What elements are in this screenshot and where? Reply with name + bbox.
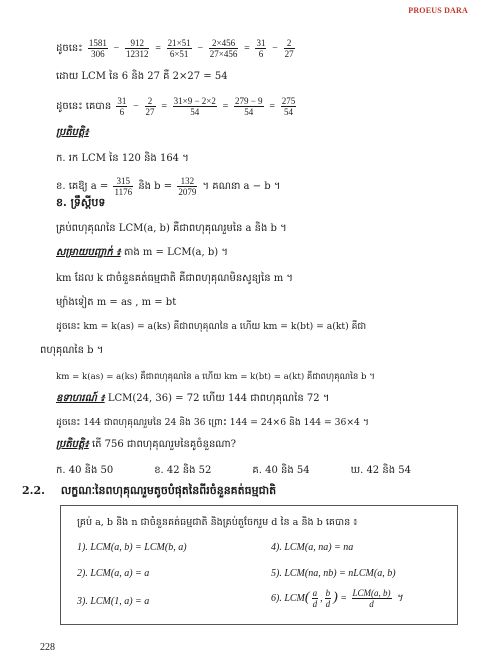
option-b: ខ. 42 និង 52 (154, 465, 212, 476)
denominator: 54 (244, 107, 254, 117)
proof-line-5: km = k(as) = a(ks) គឺជាពហុគុណនៃ a ហើយ km = k(bt) = a(kt) គឺជាពហុគុណនៃ b ។ (56, 372, 375, 382)
property-5: 5). LCM(na, nb) = nLCM(a, b) (271, 568, 396, 579)
denominator: 6 (119, 107, 125, 117)
denominator: 6 (258, 49, 264, 59)
option-c: គ. 40 និង 54 (252, 465, 310, 476)
section-2-2-title (22, 484, 460, 498)
numerator: 275 (281, 96, 296, 106)
operator: = (243, 43, 251, 54)
text-line-2: ដោយ LCM នៃ 6 និង 27 គឺ 2×27 = 54 (56, 71, 228, 82)
denominator: 27×456 (209, 49, 238, 59)
exercise-2-question (56, 438, 460, 452)
operator: − (196, 43, 204, 54)
proof-title: សម្រាយបញ្ជាក់ ៖ (56, 247, 121, 258)
fraction (352, 588, 392, 609)
numerator: b (325, 588, 331, 598)
fraction (116, 96, 127, 117)
example-title: ឧទាហរណ៍ ៖ (56, 393, 105, 404)
property-1: 1). LCM(a, b) = LCM(b, a) (77, 542, 187, 553)
fraction (173, 96, 217, 117)
denominator: d (369, 599, 374, 609)
property-4: 4). LCM(a, na) = na (271, 542, 354, 553)
denominator: d (325, 599, 331, 609)
denominator: 27 (284, 49, 294, 59)
fraction (167, 38, 192, 59)
example-line-2: ដូចនេះ 144 ជាពហុគុណរួមនៃ 24 និង 36 ព្រោះ 144 = 24×6 និង 144 = 36×4 ។ (56, 417, 369, 428)
property-3: 3). LCM(1, a) = a (77, 596, 150, 607)
section-number: 2.2. (22, 484, 45, 497)
numerator: LCM(a, b) (352, 588, 391, 598)
properties-box (60, 505, 458, 625)
operator: − (132, 101, 140, 112)
fraction (88, 38, 108, 59)
fraction (325, 588, 332, 609)
exercise-1b (56, 176, 460, 197)
example-line (56, 392, 460, 406)
operator: = (268, 101, 276, 112)
denominator: 1176 (114, 187, 133, 197)
numerator: a (312, 588, 318, 598)
numerator: 315 (113, 176, 133, 187)
numerator: 31 (256, 38, 266, 48)
numerator: 279 − 9 (234, 96, 263, 106)
option-d: ឃ. 42 និង 54 (350, 465, 411, 476)
fraction (125, 38, 150, 59)
numerator: 2 (284, 38, 295, 49)
denominator: 6×51 (169, 49, 189, 59)
text: 6). LCM (271, 592, 305, 604)
text: តាង m = LCM(a, b) ។ (123, 247, 228, 258)
brand-header: PROEUS DARA (408, 6, 468, 15)
property-6: 6). LCM( $\frac{a}{d}$ , $\frac{b}{d}$ ) = $\frac{\text{LCM(a, b)}}{d}$ ។ (271, 588, 403, 609)
section-title: លក្ខណៈនៃពហុគុណរួមតូចបំផុតនៃពីរចំនួនគត់ធម្មជាតិ (60, 484, 277, 497)
text: តើ 756 ជាពហុគុណរួមនៃគូចំនួនណា? (91, 439, 237, 450)
equation-line-3 (56, 96, 460, 117)
fraction (255, 38, 266, 59)
option-a: ក. 40 និង 50 (56, 465, 114, 476)
proof-line-2: ម្យ៉ាងទៀត m = as , m = bt (56, 297, 177, 308)
operator: − (113, 43, 120, 54)
text: ។ គណនា a − b ។ (202, 181, 281, 192)
exercise-1-title: ប្រតិបត្តិ៖ (56, 127, 89, 138)
fraction (284, 38, 295, 59)
numerator: 31 (117, 96, 127, 106)
denominator: 306 (91, 49, 105, 59)
text: ។ (396, 592, 403, 604)
proof-line-3: ដូចនេះ km = k(as) = a(ks) គឺជាពហុគុណនៃ a ហើយ km = k(bt) = a(kt) គឺជា (56, 321, 367, 332)
numerator: 1581 (88, 38, 107, 48)
denominator: 27 (145, 107, 155, 117)
proof-line-1: km ដែល k ជាចំនួនគត់ធម្មជាតិ គឺជាពហុគុណមិនសូន្យនៃ m ។ (56, 273, 293, 284)
theorem-text: គ្រប់ពហុគុណនៃ LCM(a, b) គឺជាពហុគុណរួមនៃ a និង b ។ (56, 223, 287, 234)
fraction (209, 38, 239, 59)
numerator: 21×51 (167, 38, 191, 48)
proof-head (56, 246, 460, 260)
proof-line-4: ពហុគុណនៃ b ។ (40, 345, 104, 356)
numerator: 912 (125, 38, 150, 49)
fraction (281, 96, 297, 117)
numerator: 132 (177, 176, 197, 187)
fraction (177, 176, 197, 197)
exercise-2-title: ប្រតិបត្តិ៖ (56, 439, 89, 450)
numerator: 2 (145, 96, 156, 107)
exercise-1a: ក. រក LCM នៃ 120 និង 164 ។ (56, 153, 189, 164)
equation-line-1 (56, 38, 460, 59)
operator: − (271, 43, 279, 54)
exercise-2-options (56, 464, 460, 478)
denominator: d (312, 599, 318, 609)
denominator: 54 (190, 107, 200, 117)
fraction (312, 588, 319, 609)
fraction (113, 176, 133, 197)
fraction (145, 96, 156, 117)
denominator: 12312 (125, 49, 149, 59)
text: ដូចនេះ (56, 43, 83, 54)
text: LCM(24, 36) = 72 ហើយ 144 ជាពហុគុណនៃ 72 ។ (107, 393, 330, 404)
numerator: 2×456 (209, 38, 239, 49)
text: ខ. គេឱ្យ a = (56, 181, 109, 192)
section-b-title: ខ. ទ្រឹស្ដីបទ (56, 196, 106, 209)
numerator: 31×9 − 2×2 (173, 96, 216, 106)
page-number: 228 (40, 642, 55, 653)
denominator: 54 (283, 107, 293, 117)
property-2: 2). LCM(a, a) = a (77, 568, 150, 579)
fraction (234, 96, 264, 117)
operator: = (154, 43, 162, 54)
box-intro: គ្រប់ a, b និង n ជាចំនួនគត់ធម្មជាតិ និងគ្រប់តួចែករួម d នៃ a និង b គេបាន ៖ (77, 517, 358, 528)
operator: = (222, 101, 229, 112)
text: និង b = (138, 181, 173, 192)
text: ដូចនេះ គេបាន (56, 101, 112, 112)
operator: = (160, 101, 168, 112)
denominator: 2079 (178, 187, 197, 197)
